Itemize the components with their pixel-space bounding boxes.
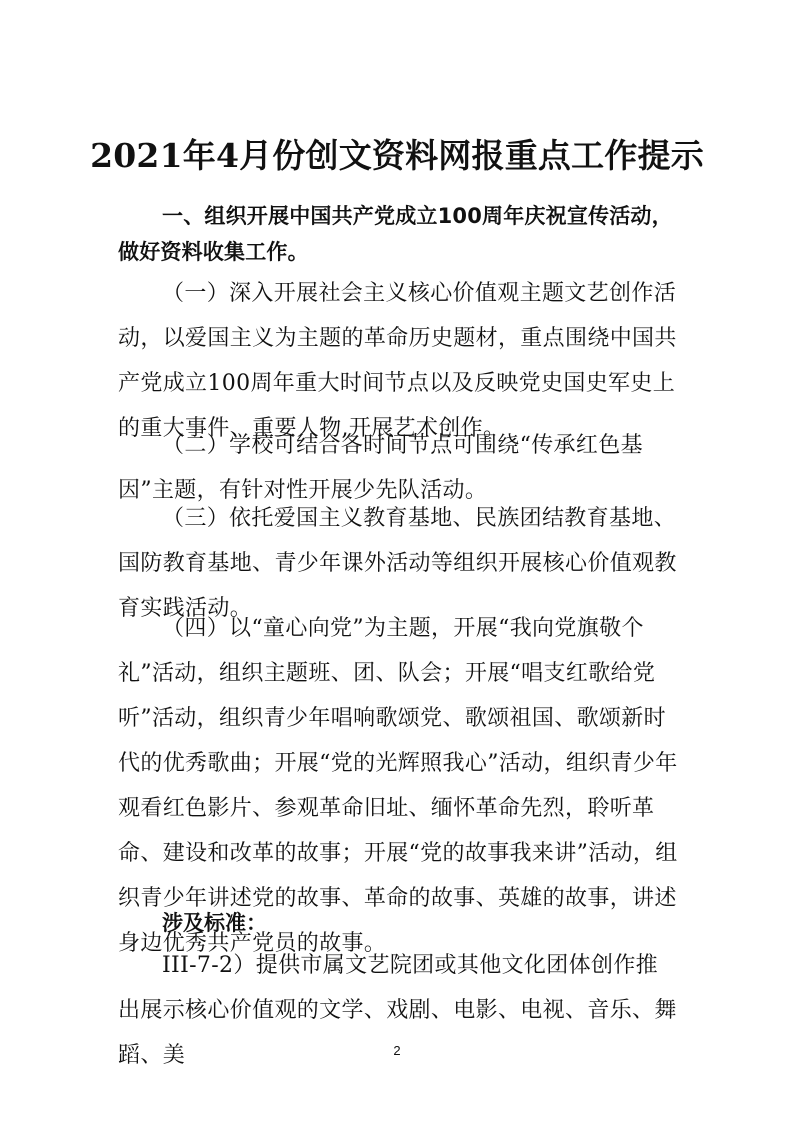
section-heading: 一、组织开展中国共产党成立100周年庆祝宣传活动，做好资料收集工作。: [118, 204, 673, 264]
paragraph-4: （四）以“童心向党”为主题，开展“我向党旗敬个礼”活动，组织主题班、团、队会；开展“唱支红歌给党听”活动，组织青少年唱响歌颂党、歌颂祖国、歌颂新时代的优秀歌曲；开展“党的光辉照我心”活动，组织青少年观看红色影片、参观革命旧址、缅怀革命先烈，聆听革命、建设和改革的故事；开展“党的故事我来讲”活动，组织青少年讲述党的故事、革命的故事、英雄的故事，讲述身边优秀共产党员的故事。: [118, 616, 678, 956]
paragraph-1: （一）深入开展社会主义核心价值观主题文艺创作活动，以爱国主义为主题的革命历史题材，重点围绕中国共产党成立100周年重大时间节点以及反映党史国史军史上的重大事件、重要人物,开展艺术创作。: [118, 281, 677, 441]
page-number: 2: [393, 1043, 401, 1058]
standards-heading: 涉及标准：: [162, 911, 267, 935]
document-title: 2021年4月份创文资料网报重点工作提示: [90, 136, 704, 175]
paragraph-2: （二）学校可结合各时间节点可围绕“传承红色基因”主题，有针对性开展少先队活动。: [118, 433, 643, 503]
standards-text: III-7-2）提供市属文艺院团或其他文化团体创作推出展示核心价值观的文学、戏剧、电影、电视、音乐、舞蹈、美: [118, 953, 677, 1068]
paragraph-3: （三）依托爱国主义教育基地、民族团结教育基地、国防教育基地、青少年课外活动等组织开展核心价值观教育实践活动。: [118, 506, 677, 621]
